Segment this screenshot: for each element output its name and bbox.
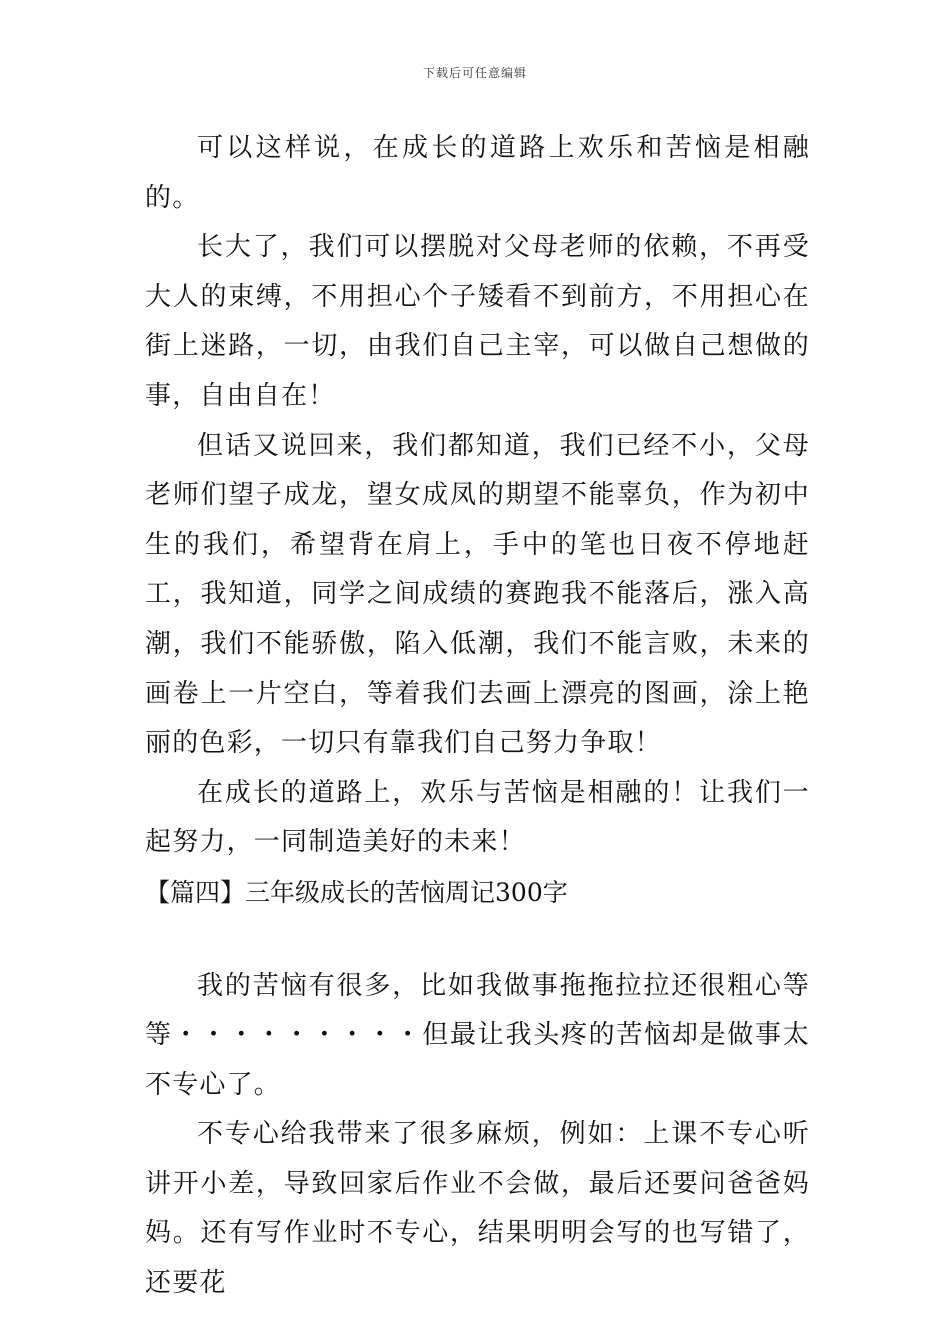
section-paragraph-1: 我的苦恼有很多，比如我做事拖拖拉拉还很粗心等等・・・・・・・・・但最让我头疼的苦恼却是做事太不专心了。 xyxy=(145,970,810,1100)
paragraph-3: 但话又说回来，我们都知道，我们已经不小，父母老师们望子成龙，望女成凤的期望不能辜负，作为初中生的我们，希望背在肩上，手中的笔也日夜不停地赶工，我知道，同学之间成绩的赛跑我不能落后，涨入高 潮，我们不能骄傲，陷入低潮，我们不能言败，未来的画卷上一片空白，等着我们去画上漂亮的图画，涂上艳丽的色彩，一切只有靠我们自己努力争取！ xyxy=(145,430,810,759)
section-spacer xyxy=(145,918,810,962)
paragraph-1: 可以这样说，在成长的道路上欢乐和苦恼是相融的。 xyxy=(145,133,810,213)
section-heading: 【篇四】三年级成长的苦恼周记300字 xyxy=(145,877,568,907)
paragraph-4: 在成长的道路上，欢乐与苦恼是相融的！让我们一起努力，一同制造美好的未来！ xyxy=(145,777,810,858)
paragraph-2: 长大了，我们可以摆脱对父母老师的依赖，不再受大人的束缚，不用担心个子矮看不到前方，不用担心在街上迷路，一切，由我们自己主宰，可以做自己想做的事，自由自在！ xyxy=(145,232,810,411)
document-body xyxy=(145,124,810,1309)
section-paragraph-2: 不专心给我带来了很多麻烦，例如：上课不专心听讲开小差，导致回家后作业不会做，最后还要问爸爸妈妈。还有写作业时不专心，结果明明会写的也写错了，还要花 xyxy=(145,1119,810,1299)
page-header-note: 下载后可任意编辑 xyxy=(422,66,527,80)
